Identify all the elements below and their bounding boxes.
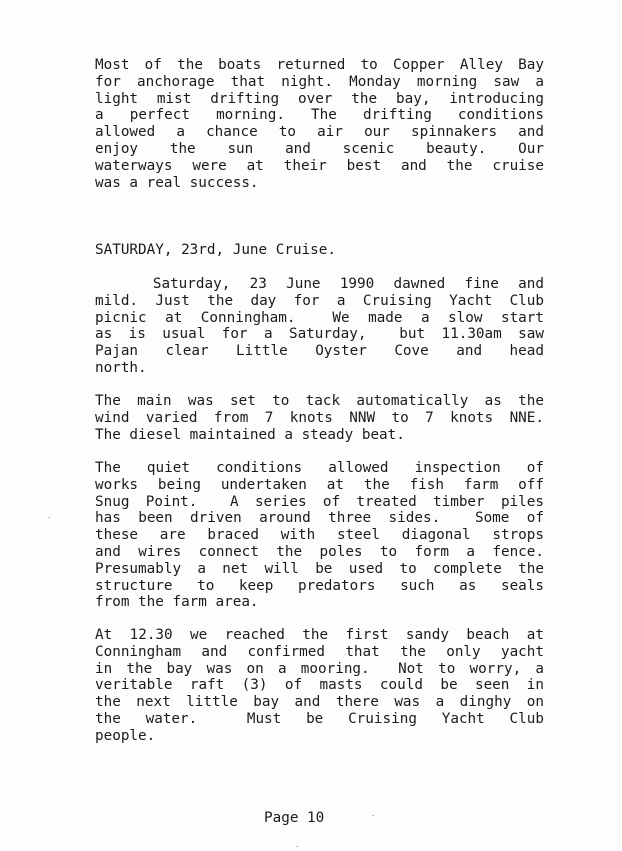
text-line: veritable raft (3) of masts could be seen in [95, 677, 544, 694]
text-line: for anchorage that night. Monday morning saw a [95, 73, 544, 90]
text-line: mild. Just the day for a Cruising Yacht Club [95, 292, 544, 309]
text-line: Snug Point. A series of treated timber piles [95, 493, 544, 510]
page-number: Page 10 [264, 810, 325, 826]
text-line: the next little bay and there was a dinghy on [95, 694, 544, 711]
text-line: The diesel maintained a steady beat. [95, 426, 405, 443]
text-line: as is usual for a Saturday, but 11.30am saw [95, 326, 544, 343]
text-line: At 12.30 we reached the first sandy beach at [95, 627, 544, 643]
paragraph-conningham [95, 627, 544, 745]
text-line: people. [95, 727, 156, 744]
text-line: allowed a chance to air our spinnakers and [95, 124, 544, 141]
text-line: The main was set to tack automatically as the [95, 393, 544, 409]
paper-speck [48, 517, 50, 518]
text-line: from the farm area. [95, 594, 259, 611]
text-line: a perfect morning. The drifting conditions [95, 107, 544, 124]
paper-speck [296, 846, 298, 847]
text-line: was a real success. [95, 174, 259, 191]
intro-paragraph [95, 57, 544, 191]
text-line: the water. Must be Cruising Yacht Club [95, 710, 544, 727]
text-line: enjoy the sun and scenic beauty. Our [95, 140, 544, 157]
text-line: Saturday, 23 June 1990 dawned fine and [95, 276, 544, 292]
text-line: these are braced with steel diagonal strops [95, 527, 544, 544]
text-line: and wires connect the poles to form a fence. [95, 543, 544, 560]
text-line: The quiet conditions allowed inspection of [95, 460, 544, 476]
paragraph-wind [95, 393, 544, 443]
text-line: light mist drifting over the bay, introducing [95, 90, 544, 107]
paragraph-fish-farm [95, 460, 544, 611]
text-line: north. [95, 359, 147, 376]
section-heading: SATURDAY, 23rd, June Cruise. [95, 242, 337, 258]
text-line: Conningham and confirmed that the only yacht [95, 643, 544, 660]
text-line: Presumably a net will be used to complete the [95, 560, 544, 577]
text-line: structure to keep predators such as seals [95, 577, 544, 594]
text-line: in the bay was on a mooring. Not to worry, a [95, 660, 544, 677]
paper-speck [372, 815, 374, 816]
text-line: works being undertaken at the fish farm off [95, 476, 544, 493]
text-line: has been driven around three sides. Some of [95, 510, 544, 527]
text-line: waterways were at their best and the cruise [95, 157, 544, 174]
text-line: picnic at Conningham. We made a slow start [95, 309, 544, 326]
text-line: Most of the boats returned to Copper Alley Bay [95, 57, 544, 73]
text-line: wind varied from 7 knots NNW to 7 knots NNE. [95, 409, 544, 426]
text-line: Pajan clear Little Oyster Cove and head [95, 343, 544, 360]
paragraph-saturday [95, 276, 544, 377]
